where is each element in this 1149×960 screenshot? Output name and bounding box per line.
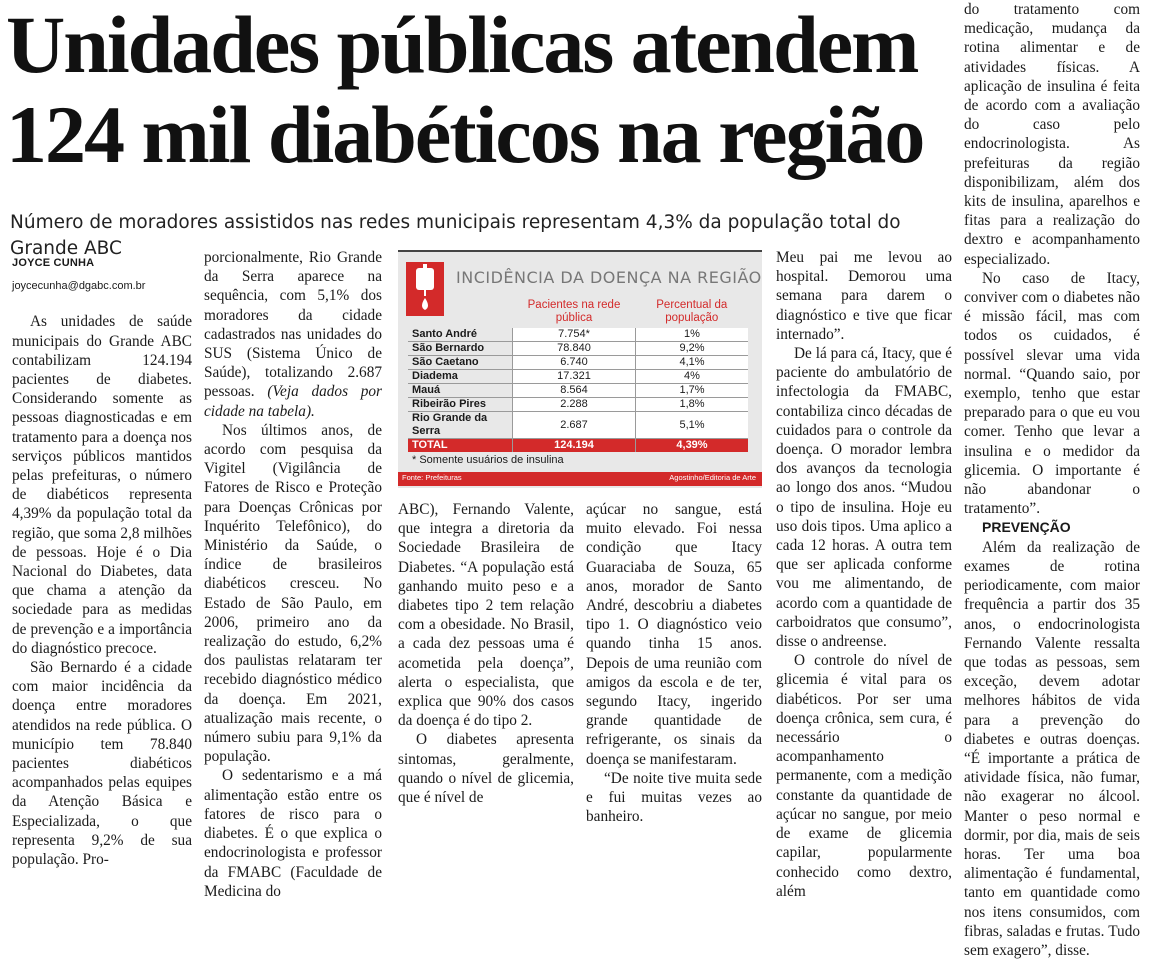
article-column-5 <box>776 248 952 901</box>
article-column-4 <box>586 500 762 826</box>
paragraph: do tratamento com medicação, mudança da rotina alimentar e de atividades físicas. A aplicação de insulina é feita de acordo com a avaliação do caso pelo endocrinologista. As prefeituras da região disponibilizam, além dos kits de insulina, aparelhos e fitas para a realização do dextro e acompanhamento especializado. <box>964 1 1140 268</box>
city-cell: Santo André <box>408 328 513 342</box>
city-cell: Mauá <box>408 384 513 398</box>
patients-cell: 6.740 <box>513 356 636 370</box>
patients-cell: 2.288 <box>513 398 636 412</box>
percent-cell: 5,1% <box>636 412 749 439</box>
table-row <box>408 328 748 342</box>
table-row <box>408 342 748 356</box>
column-header-patients: Pacientes na rede pública <box>527 299 621 324</box>
city-cell: Diadema <box>408 370 513 384</box>
paragraph: Nos últimos anos, de acordo com pesquisa da Vigitel (Vigilância de Fatores de Risco e Proteção para Doenças Crônicas por Inquérito Telefônico), do Ministério da Saúde, o índice de brasileiros diabéticos cresceu. No Estado de São Paulo, em 2006, primeiro ano da realização do estudo, 6,2% dos paulistas relataram ter recebido diagnóstico médico da doença. Em 2021, atualização mais recente, o número subiu para 9,1% da população. <box>204 421 382 766</box>
table-row <box>408 384 748 398</box>
paragraph: O controle do nível de glicemia é vital para os diabéticos. Por ser uma doença crônica, sem cura, é necessário o acompanhamento permanente, com a medição constante da quantidade de açúcar no sangue, por meio de exame de glicemia capilar, popularmente conhecido como dextro, além <box>776 652 952 900</box>
paragraph: As unidades de saúde municipais do Grande ABC contabilizam 124.194 pacientes de diabetes. Considerando somente as pessoas diagnosticadas e em tratamento para a doença nos serviços públicos mantidos pelas prefeituras, o número de diabéticos representa 4,39% da população total da região, que soma 2,8 milhões de pessoas. Hoje é o Dia Nacional do Diabetes, data que chama a atenção da sociedade para as medidas de prevenção e a importância do diagnóstico precoce. <box>12 313 192 657</box>
byline: JOYCE CUNHA <box>12 257 95 269</box>
table-footnote: * Somente usuários de insulina <box>412 454 564 466</box>
article-column-1 <box>12 254 192 869</box>
percent-cell: 9,2% <box>636 342 749 356</box>
patients-cell: 78.840 <box>513 342 636 356</box>
paragraph: São Bernardo é a cidade com maior incidência da doença entre moradores atendidos na rede pública. O município tem 78.840 pacientes diabéticos acompanhados pelas equipes da Atenção Básica e Especializada, o que representa 9,2% de sua população. Pro- <box>12 659 192 869</box>
paragraph: Meu pai me levou ao hospital. Demorou uma semana para darem o diagnóstico e tive que ficar internado”. <box>776 249 952 343</box>
paragraph: De lá para cá, Itacy, que é paciente do ambulatório de infectologia da FMABC, contabiliza cinco décadas de cuidados para o controle da doença. O morador lembra dos avanços da tecnologia ao longo dos anos. “Mudou o tipo de insulina. Hoje eu uso dois tipos. Uma aplico a cada 12 horas. A outra tem que ser aplicada conforme vou me alimentando, de acordo com a quantidade de carboidratos que consumo”, disse o andreense. <box>776 345 952 651</box>
total-patients: 124.194 <box>513 439 636 453</box>
infobox-title: INCIDÊNCIA DA DOENÇA NA REGIÃO <box>456 268 762 287</box>
paragraph: Além da realização de exames de rotina periodicamente, com maior frequência a partir dos 35 anos, o endocrinologista Fernando Valente ressalta que todas as pessoas, sem exceção, devem adotar melhores hábitos de vida para a prevenção do diabetes e outras doenças. “É importante a prática de atividade física, não fumar, não exagerar no álcool. Manter o peso normal e dormir, por dia, mais de seis horas. Ter uma boa alimentação é fundamental, tanto em quantidade como nos itens consumidos, com fibras, saladas e frutas. Tudo sem exagero”, disse. <box>964 538 1140 959</box>
city-cell: Rio Grande da Serra <box>408 412 513 439</box>
patients-cell: 2.687 <box>513 412 636 439</box>
column-header-city <box>408 296 513 328</box>
paragraph: ABC), Fernando Valente, que integra a diretoria da Sociedade Brasileira de Diabetes. “A população está ganhando muito peso e a diabetes tipo 2 tem relação com a obesidade. No Brasil, a cada dez pessoas uma é acometida pela doença”, alerta o especialista, que explica que 90% dos casos da doença é do tipo 2. <box>398 501 574 730</box>
paragraph <box>204 248 382 421</box>
article-column-3 <box>398 500 574 807</box>
patients-cell: 8.564 <box>513 384 636 398</box>
section-heading: PREVENÇÃO <box>982 519 1071 536</box>
author-email[interactable]: joycecunha@dgabc.com.br <box>12 280 146 293</box>
article-column-2 <box>204 248 382 901</box>
incidence-table <box>408 296 748 452</box>
table-row <box>408 356 748 370</box>
percent-cell: 4% <box>636 370 749 384</box>
city-cell: São Bernardo <box>408 342 513 356</box>
incidence-infobox <box>398 250 762 488</box>
table-reference: (Veja dados por cidade na tabela). <box>204 383 383 420</box>
percent-cell: 1,7% <box>636 384 749 398</box>
paragraph: O sedentarismo e a má alimentação estão entre os fatores de risco para o diabetes. É o que explica o endocrinologista e professor da FMABC (Faculdade de Medicina do <box>204 767 382 900</box>
infobox-footer-bar <box>398 472 762 486</box>
article-column-6 <box>964 0 1140 960</box>
paragraph-text: porcionalmente, Rio Grande da Serra aparece na sequência, com 5,1% dos moradores da cidade cadastrados nas unidades do SUS (Sistema Único de Saúde), totalizando 2.687 pessoas. <box>204 249 382 401</box>
paragraph: “De noite tive muita sede e fui muitas vezes ao banheiro. <box>586 769 762 826</box>
source-credit: Fonte: Prefeituras <box>402 473 462 482</box>
total-percent: 4,39% <box>636 439 749 453</box>
city-cell: São Caetano <box>408 356 513 370</box>
patients-cell: 17.321 <box>513 370 636 384</box>
percent-cell: 1,8% <box>636 398 749 412</box>
total-label: TOTAL <box>408 439 513 453</box>
table-row <box>408 370 748 384</box>
paragraph: O diabetes apresenta sintomas, geralmente, quando o nível de glicemia, que é nível de <box>398 731 574 807</box>
table-row <box>408 398 748 412</box>
headline: Unidades públicas atendem 124 mil diabéticos na região <box>6 0 924 180</box>
table-row <box>408 412 748 439</box>
column-header-percent: Percentual da população <box>656 299 728 324</box>
percent-cell: 1% <box>636 328 749 342</box>
subheadline: Número de moradores assistidos nas redes municipais representam 4,3% da população total do Grande ABC <box>10 212 901 259</box>
patients-cell: 7.754* <box>513 328 636 342</box>
percent-cell: 4,1% <box>636 356 749 370</box>
art-credit: Agostinho/Editoria de Arte <box>669 473 756 482</box>
table-total-row <box>408 439 748 453</box>
city-cell: Ribeirão Pires <box>408 398 513 412</box>
paragraph: açúcar no sangue, está muito elevado. Foi nessa condição que Itacy Guaraciaba de Souza, 65 anos, morador de Santo André, descobriu a diabetes tipo 1. O diagnóstico veio quando tinha 15 anos. Depois de uma reunião com amigos da escola e de ter, segundo Itacy, ingerido grande quantidade de refrigerante, os sinais da doença se manifestaram. <box>586 501 762 768</box>
paragraph: No caso de Itacy, conviver com o diabetes não é missão fácil, mas com todos os cuidados, é possível slevar uma vida normal. “Quando saio, por exemplo, tenho que estar preparado para o que eu vou comer. Tenho que levar a insulina e o medidor da glicemia. O importante é não abandonar o tratamento”. <box>964 269 1140 518</box>
